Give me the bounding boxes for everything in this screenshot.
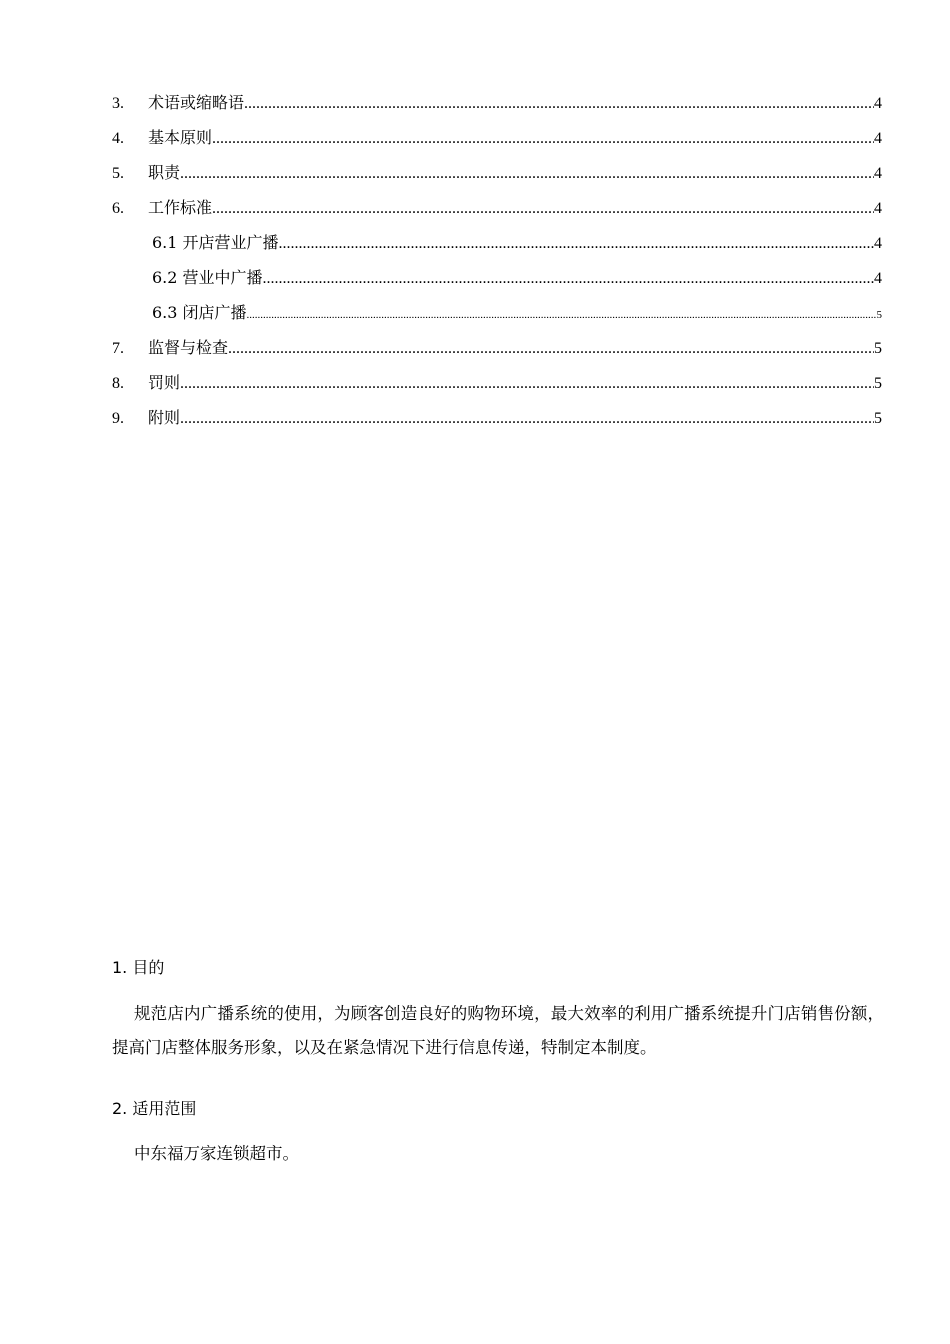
toc-page-number: 5 — [874, 375, 882, 392]
toc-page-number: 4 — [874, 130, 882, 147]
toc-number: 9. — [112, 410, 124, 427]
toc-number: 3. — [112, 95, 124, 112]
toc-title: 监督与检查 — [148, 338, 229, 357]
table-of-contents — [112, 92, 882, 442]
toc-leader — [228, 338, 874, 360]
toc-leader — [279, 233, 874, 255]
toc-page-number: 4 — [874, 235, 882, 252]
toc-number: 5. — [112, 165, 124, 182]
toc-leader — [180, 408, 874, 430]
toc-page-number: 4 — [874, 200, 882, 217]
toc-title: 基本原则 — [148, 128, 213, 147]
toc-page-number: 4 — [874, 95, 882, 112]
toc-entry[interactable] — [112, 162, 882, 197]
toc-title: 工作标准 — [148, 198, 213, 217]
toc-number: 8. — [112, 375, 124, 392]
toc-number: 4. — [112, 130, 124, 147]
toc-leader — [212, 198, 874, 220]
toc-title: 6.1 开店营业广播 — [152, 233, 279, 252]
toc-subentry[interactable] — [112, 302, 882, 337]
toc-entry[interactable] — [112, 92, 882, 127]
toc-number: 6. — [112, 200, 124, 217]
toc-page-number: 5 — [874, 340, 882, 357]
section-heading-purpose: 1. 目的 — [112, 958, 165, 977]
toc-entry[interactable] — [112, 372, 882, 407]
toc-page-number: 4 — [874, 165, 882, 182]
toc-title: 职责 — [148, 163, 181, 182]
toc-subentry[interactable] — [112, 267, 882, 302]
toc-leader — [180, 163, 874, 185]
section-body-purpose: 规范店内广播系统的使用，为顾客创造良好的购物环境，最大效率的利用广播系统提升门店销售份额，提高门店整体服务形象，以及在紧急情况下进行信息传递，特制定本制度。 — [112, 1004, 884, 1057]
toc-leader — [247, 304, 877, 326]
toc-number: 7. — [112, 340, 124, 357]
toc-title: 6.2 营业中广播 — [152, 268, 263, 287]
toc-leader — [263, 268, 874, 290]
toc-entry[interactable] — [112, 337, 882, 372]
toc-page-number: 5 — [874, 410, 882, 427]
toc-title: 6.3 闭店广播 — [152, 303, 247, 322]
toc-leader — [180, 373, 874, 395]
toc-entry[interactable] — [112, 197, 882, 232]
section-heading-scope: 2. 适用范围 — [112, 1099, 197, 1118]
toc-leader — [244, 93, 874, 115]
toc-subentry[interactable] — [112, 232, 882, 267]
toc-title: 罚则 — [148, 373, 181, 392]
toc-leader — [212, 128, 874, 150]
toc-entry[interactable] — [112, 407, 882, 442]
toc-page-number: 4 — [874, 270, 882, 287]
toc-title: 术语或缩略语 — [148, 93, 245, 112]
toc-title: 附则 — [148, 408, 181, 427]
section-body-scope: 中东福万家连锁超市。 — [134, 1144, 299, 1163]
toc-page-number: 5 — [876, 309, 882, 321]
toc-entry[interactable] — [112, 127, 882, 162]
